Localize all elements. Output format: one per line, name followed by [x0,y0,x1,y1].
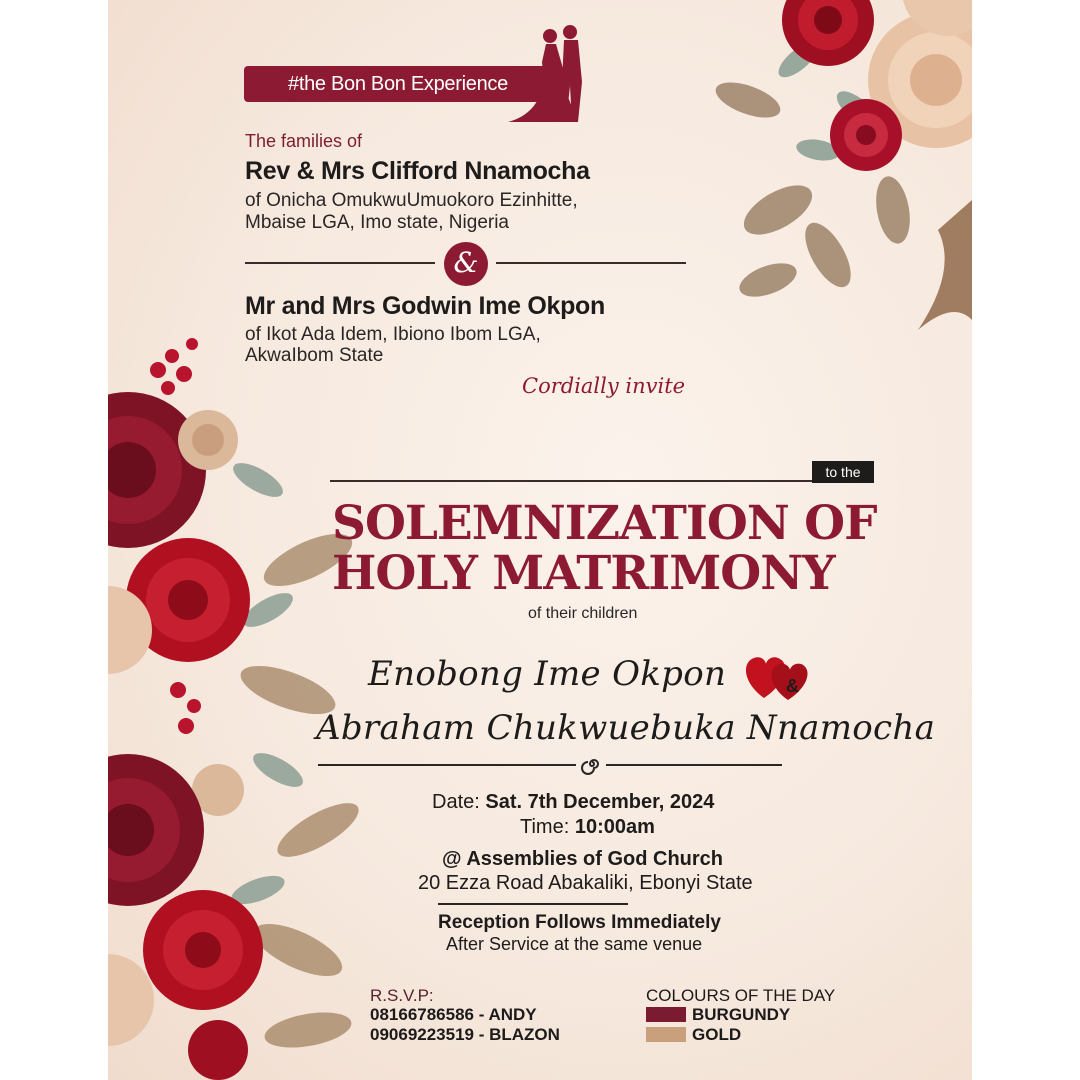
bride-name: Enobong Ime Okpon [368,654,727,694]
gold-label: GOLD [692,1025,742,1044]
bride-groom-silhouette-icon [508,22,604,126]
event-venue: @ Assemblies of God Church [442,848,724,870]
family-divider-left [245,262,435,264]
time-label: Time: [520,816,570,838]
groom-name: Abraham Chukwuebuka Nnamocha [316,708,936,748]
burgundy-swatch [646,1007,686,1022]
names-divider-left [318,764,576,766]
family2-location-line1: of Ikot Ada Idem, Ibiono Ibom LGA, [245,324,541,345]
rose-bouquet-left [108,330,368,1080]
names-divider-right [606,764,782,766]
date-value: Sat. 7th December, 2024 [485,791,715,813]
gold-swatch [646,1027,686,1042]
family1-location-line1: of Onicha OmukwuUmuokoro Ezinhitte, [245,190,578,211]
event-time [520,816,655,839]
family2-location-line2: AkwaIbom State [245,345,384,366]
title-subtitle: of their children [528,605,638,622]
title-line2: HOLY MATRIMONY [332,546,835,601]
family1-name: Rev & Mrs Clifford Nnamocha [245,157,590,185]
family1-location-line2: Mbaise LGA, Imo state, Nigeria [245,212,509,233]
brand-banner-text: #the Bon Bon Experience [288,73,508,95]
families-label: The families of [245,131,363,151]
two-hearts-icon [742,648,818,704]
rsvp-contact1: 08166786586 - ANDY [370,1005,537,1024]
event-date [432,791,714,814]
rsvp-label: R.S.V.P: [370,986,434,1005]
title-line1: SOLEMNIZATION OF [332,496,877,551]
cordially-invite-text: Cordially invite [522,374,686,398]
family2-name: Mr and Mrs Godwin Ime Okpon [245,292,605,320]
colours-label: COLOURS OF THE DAY [646,986,836,1005]
ampersand-badge: & [444,242,488,286]
reception-note: After Service at the same venue [446,934,703,954]
rsvp-contact2: 09069223519 - BLAZON [370,1025,560,1044]
reception-title: Reception Follows Immediately [438,912,721,933]
invitation-card [108,0,972,1080]
event-address: 20 Ezza Road Abakaliki, Ebonyi State [418,872,753,894]
date-label: Date: [432,791,480,813]
rose-bouquet-top-right [708,0,972,340]
to-the-tag: to the [812,461,874,483]
reception-divider [438,903,628,905]
time-value: 10:00am [574,816,655,838]
couple-ampersand: & [786,676,799,696]
title-top-rule [330,480,812,482]
family-divider-right [496,262,686,264]
burgundy-label: BURGUNDY [692,1005,791,1024]
swirl-ornament-icon [580,752,604,776]
